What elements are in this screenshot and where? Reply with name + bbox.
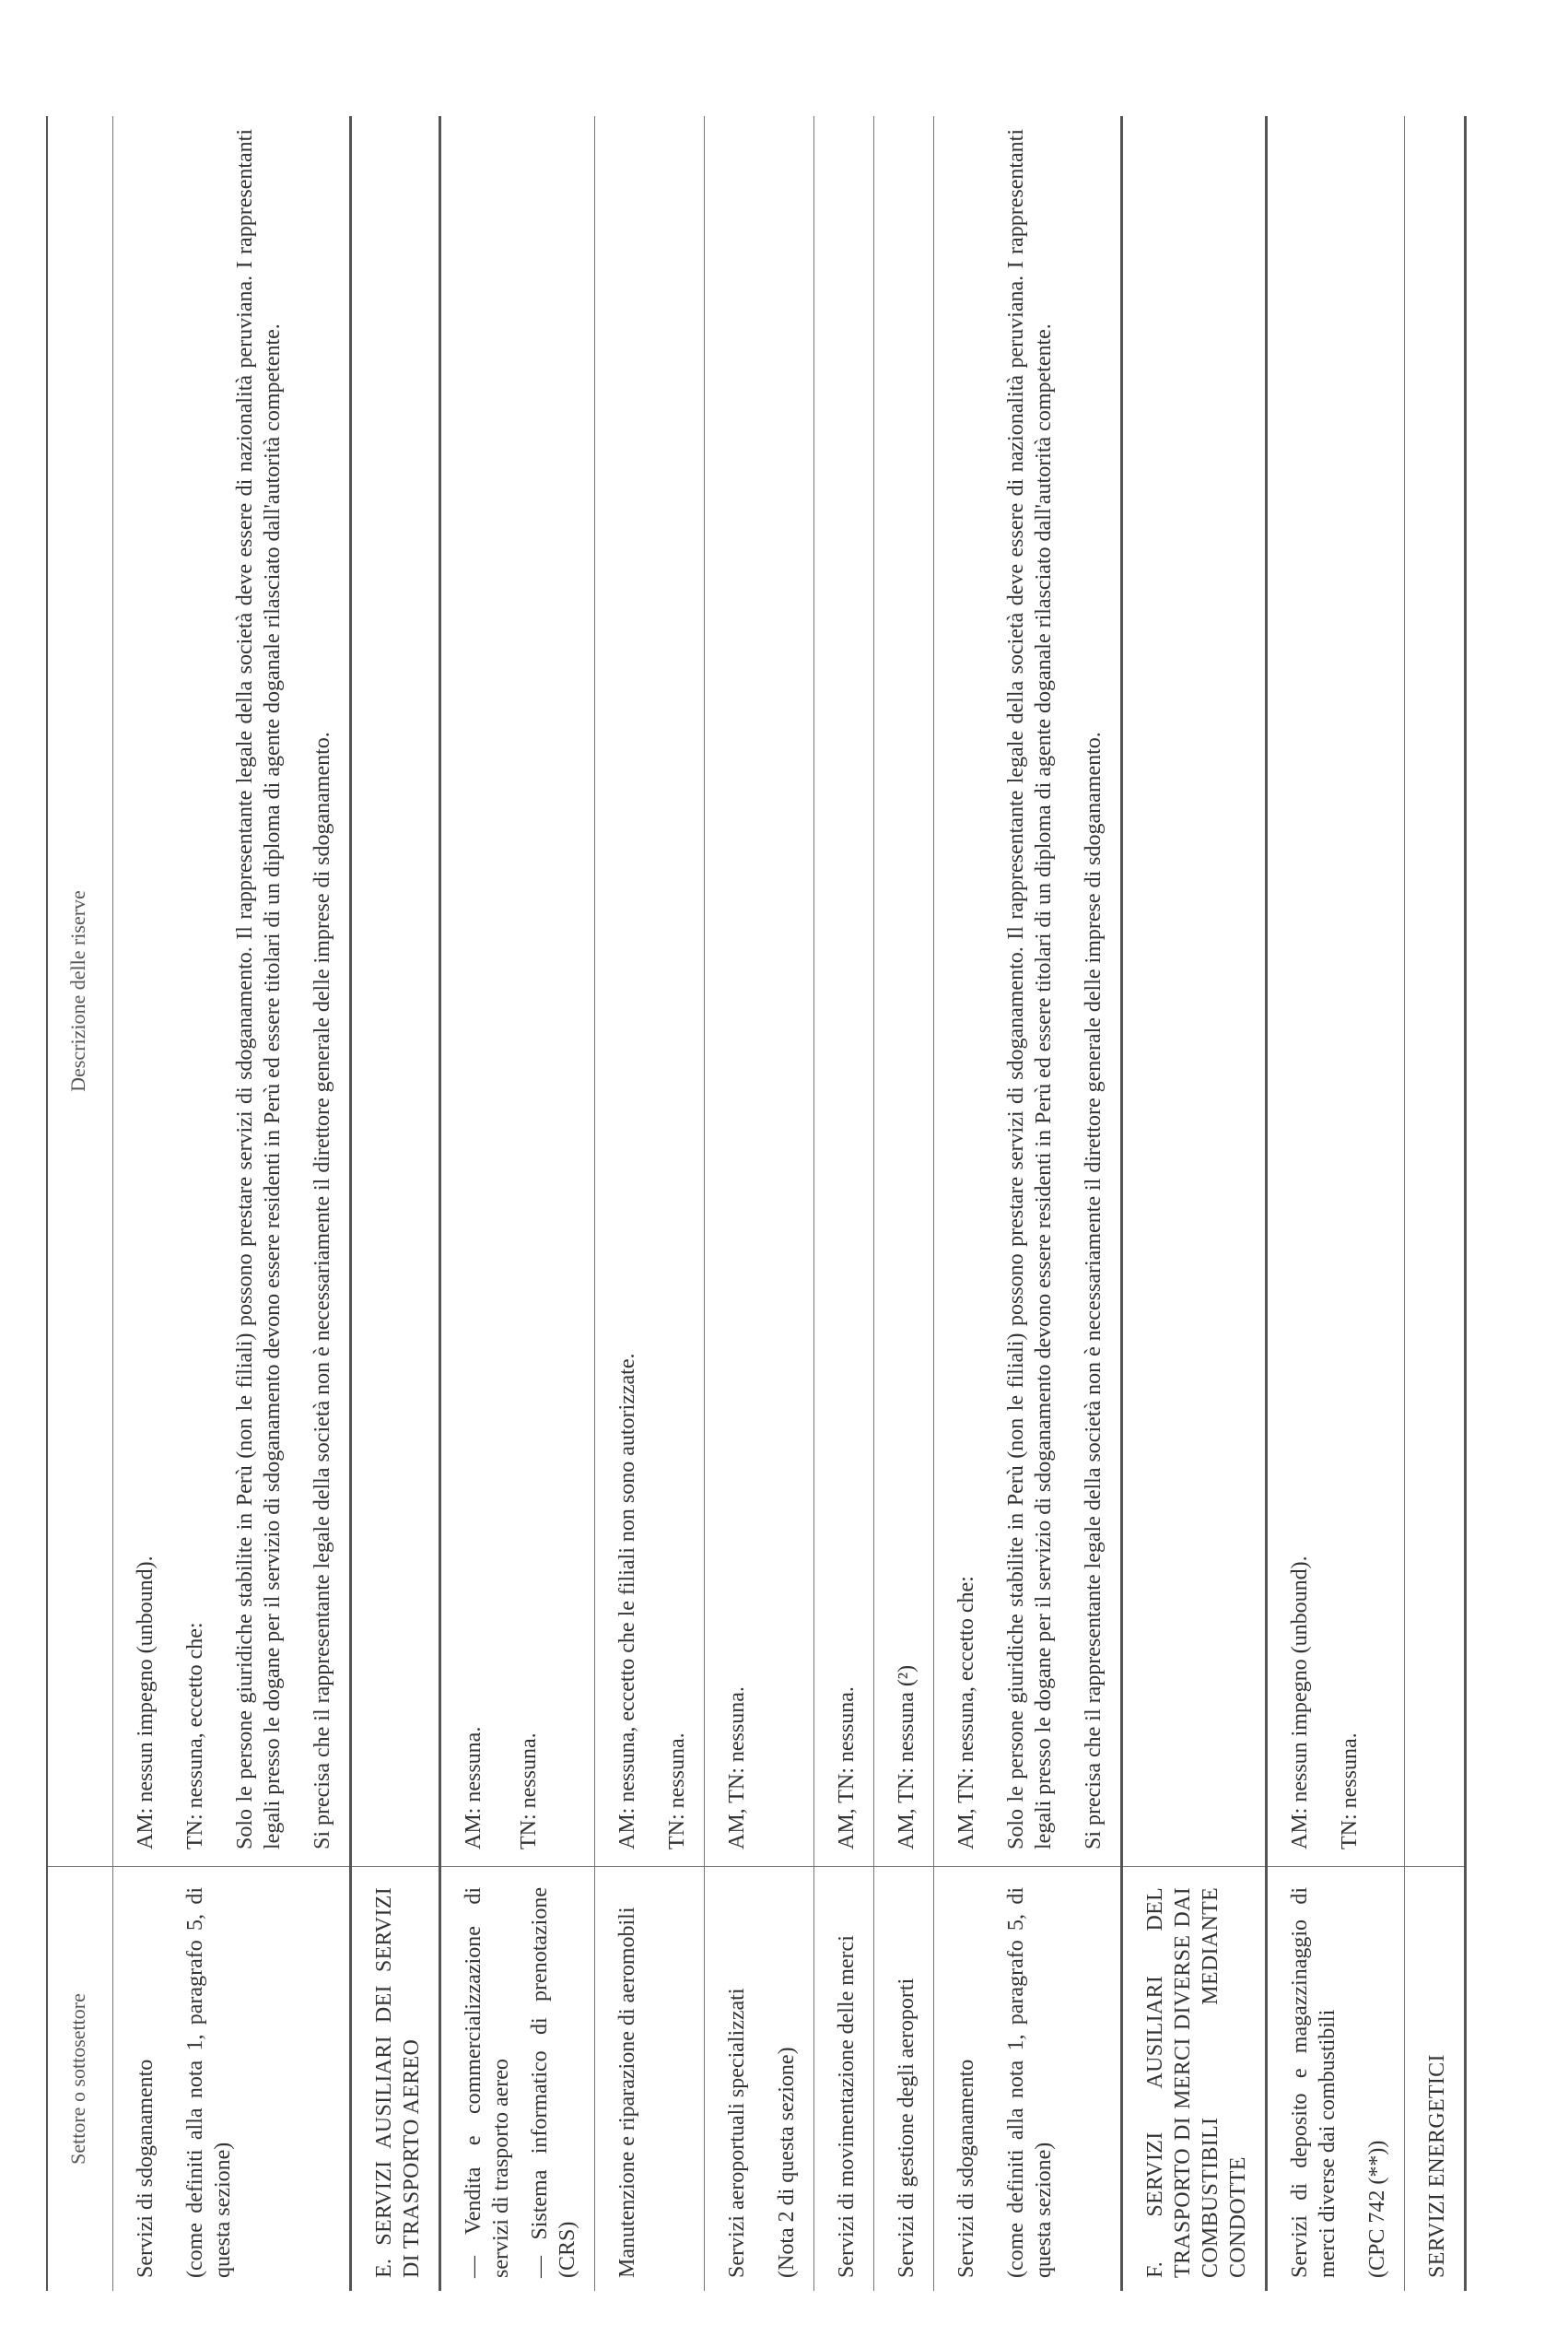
- description-cell: [1268, 116, 1404, 1867]
- description-cell: [874, 116, 933, 1867]
- section-heading: [1123, 1867, 1265, 2291]
- sector-text: Manutenzione e riparazione di aeromobili: [615, 1907, 639, 2278]
- table-row: [934, 116, 1123, 2291]
- description-text: AM: nessuna, eccetto che le filiali non sono autorizzate.: [615, 1353, 639, 1849]
- table-row: [595, 116, 705, 2291]
- sector-cell: [814, 1867, 873, 2291]
- description-text: Solo le persone giuridiche stabilite in Perù (non le filiali) possono prestare servizi di sdoganamento. Il rappresentante legale della società deve essere di nazionalità peruviana. I rappresentanti legali presso le dogane per il servizio di sdoganamento devono essere residenti in Perù ed essere titolari di un diploma di agente doganale rilasciato dall'autorità competente.: [233, 129, 285, 1849]
- header-description: Descrizione delle riserve: [48, 116, 112, 1867]
- sector-cell: [1268, 1867, 1404, 2291]
- sector-text: (come definiti alla nota 1, paragrafo 5, di questa sezione): [1004, 1887, 1056, 2278]
- description-cell: [352, 116, 439, 1867]
- table-header: [48, 116, 113, 2291]
- section-heading: [352, 1867, 439, 2291]
- sector-cell: [874, 1867, 933, 2291]
- sector-text: E. SERVIZI AUSILIARI DEI SERVIZI DI TRASPORTO AEREO: [372, 1887, 424, 2278]
- description-cell: [705, 116, 813, 1867]
- description-text: Si precisa che il rappresentante legale della società non è necessariamente il direttore generale delle imprese di sdoganamento.: [310, 732, 334, 1849]
- sector-cell: [934, 1867, 1120, 2291]
- description-text: TN: nessuna.: [517, 1732, 541, 1849]
- description-text: TN: nessuna.: [665, 1732, 689, 1849]
- sector-text: — Sistema informatico di prenotazione (CRS): [528, 1887, 579, 2278]
- header-sector: Settore o sottosettore: [66, 1993, 89, 2165]
- description-text: AM: nessuna.: [462, 1726, 486, 1849]
- description-cell: [814, 116, 873, 1867]
- description-cell: [441, 116, 594, 1867]
- sector-cell: [595, 1867, 704, 2291]
- sector-cell: [705, 1867, 813, 2291]
- description-text: Si precisa che il rappresentante legale della società non è necessariamente il direttore generale delle imprese di sdoganamento.: [1082, 732, 1106, 1849]
- table-row: [814, 116, 874, 2291]
- table-row: [1123, 116, 1268, 2291]
- section-heading: [1405, 1867, 1464, 2291]
- sector-text: SERVIZI ENERGETICI: [1425, 2054, 1449, 2278]
- description-cell: [934, 116, 1120, 1867]
- sector-text: Servizi di movimentazione delle merci: [835, 1935, 859, 2278]
- sector-text: Servizi di sdoganamento: [134, 2059, 158, 2278]
- description-text: TN: nessuna.: [1338, 1732, 1362, 1849]
- description-cell: [595, 116, 704, 1867]
- table-row: [441, 116, 595, 2291]
- sector-text: Servizi aeroportuali specializzati: [725, 1988, 749, 2278]
- sector-text: Servizi di sdoganamento: [954, 2059, 978, 2278]
- description-cell: [1123, 116, 1265, 1867]
- table-row: [874, 116, 934, 2291]
- description-text: AM, TN: nessuna (²): [895, 1664, 919, 1849]
- description-text: AM: nessun impegno (unbound).: [1288, 1556, 1312, 1849]
- sector-text: (come definiti alla nota 1, paragrafo 5, di questa sezione): [183, 1887, 235, 2278]
- table-row: [352, 116, 441, 2291]
- table-row: [705, 116, 814, 2291]
- sector-cell: [113, 1867, 349, 2291]
- description-text: Solo le persone giuridiche stabilite in Perù (non le filiali) possono prestare servizi di sdoganamento. Il rappresentante legale della società deve essere di nazionalità peruviana. I rappresentanti legali presso le dogane per il servizio di sdoganamento devono essere residenti in Perù ed essere titolari di un diploma di agente doganale rilasciato dall'autorità competente.: [1004, 129, 1056, 1849]
- reservations-table: [46, 116, 1467, 2291]
- description-text: AM, TN: nessuna.: [725, 1686, 749, 1849]
- table-row: [113, 116, 352, 2291]
- sector-cell: [441, 1867, 594, 2291]
- sector-text: (Nota 2 di questa sezione): [775, 2047, 799, 2278]
- table-row: [1268, 116, 1405, 2291]
- description-text: AM: nessun impegno (unbound).: [134, 1556, 158, 1849]
- description-text: TN: nessuna, eccetto che:: [183, 1622, 207, 1849]
- sector-text: — Vendita e commercializzazione di servizi di trasporto aereo: [462, 1887, 513, 2278]
- description-cell: [113, 116, 349, 1867]
- description-cell: [1405, 116, 1464, 1867]
- sector-text: Servizi di deposito e magazzinaggio di merci diverse dai combustibili: [1288, 1887, 1340, 2278]
- sector-text: Servizi di gestione degli aeroporti: [895, 1978, 919, 2278]
- sector-text: F. SERVIZI AUSILIARI DEL TRASPORTO DI MERCI DIVERSE DAI COMBUSTIBILI MEDIANTE CONDOTTE: [1143, 1887, 1250, 2278]
- description-text: AM, TN: nessuna, eccetto che:: [954, 1576, 978, 1849]
- table-row: [1405, 116, 1467, 2291]
- sector-text: (CPC 742 (**)): [1365, 2140, 1389, 2278]
- description-text: AM, TN: nessuna.: [835, 1686, 859, 1849]
